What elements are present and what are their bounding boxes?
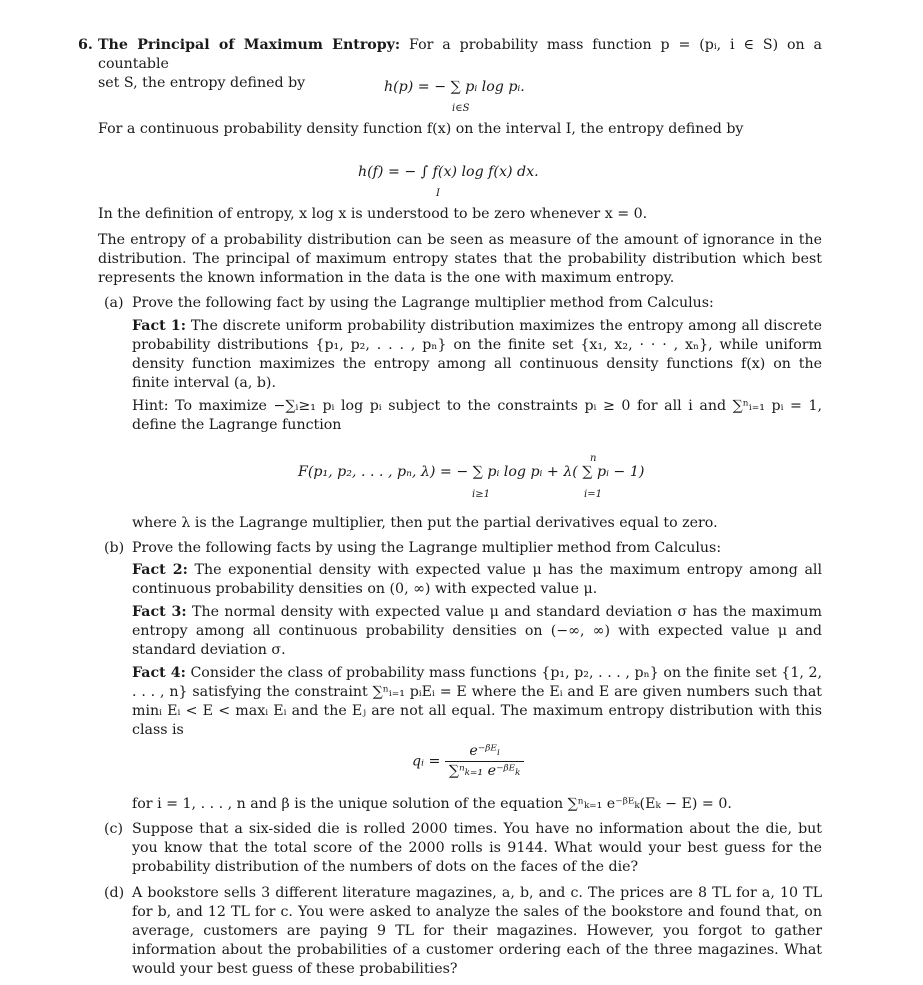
q-denominator: ∑ⁿₖ₌₁ e⁻ᵝᴱₖ (448, 763, 521, 779)
fact-3 (132, 603, 822, 660)
max-entropy-distribution-equation (412, 742, 524, 781)
q-numerator: e⁻ᵝᴱᵢ (445, 742, 524, 762)
entropy-discrete-subscript: i∈S (452, 103, 470, 114)
part-b-after: for i = 1, . . . , n and β is the unique solution of the equation ∑ⁿₖ₌₁ e⁻ᵝᴱₖ(Eₖ − E) = 0. (132, 796, 732, 812)
problem-intro-line1: For a probability mass function p = (pᵢ, i ∈ S) on a countable (98, 37, 822, 72)
part-a-lead: Prove the following fact by using the Lagrange multiplier method from Calculus: (132, 295, 714, 311)
lagrange-function-equation: F(p₁, p₂, . . . , pₙ, λ) = − ∑ pᵢ log pᵢ + λ( ∑ pᵢ − 1) (298, 464, 645, 480)
problem-number: 6. (78, 37, 93, 53)
part-b-label: (b) (104, 540, 125, 556)
part-c-label: (c) (104, 821, 124, 837)
entropy-continuous-equation: h(f) = − ∫ f(x) log f(x) dx. (358, 164, 539, 180)
fact-4-text: Consider the class of probability mass functions {p₁, p₂, . . . , pₙ} on the finite set {1, 2, . . . , n} satisfying the constraint ∑ⁿᵢ₌₁ pᵢEᵢ = E where the Eᵢ and E are given numbers such that minᵢ Eᵢ < E < maxᵢ Eᵢ and the Eⱼ are not all equal. The maximum entropy distribution with this class is (132, 665, 823, 738)
entropy-discrete-equation: h(p) = − ∑ pᵢ log pᵢ. (384, 79, 525, 95)
problem-title: The Principal of Maximum Entropy: (98, 37, 401, 53)
fact-2 (132, 561, 822, 599)
part-a-label: (a) (104, 295, 124, 311)
q-fraction (445, 742, 524, 781)
entropy-paragraph: The entropy of a probability distribution can be seen as measure of the amount of ignorance in the distribution. The principal of maximum entropy states that the probability distribution which best represents the known information in the data is the one with maximum entropy. (98, 232, 822, 286)
part-a-after: where λ is the Lagrange multiplier, then put the partial derivatives equal to zero. (132, 515, 718, 531)
fact-1-title: Fact 1: (132, 318, 187, 334)
fact-2-title: Fact 2: (132, 562, 188, 578)
q-lhs: qᵢ = (412, 753, 441, 770)
lagrange-sum2-subscript: i=1 (584, 489, 602, 500)
fact-3-title: Fact 3: (132, 604, 187, 620)
part-d-text: A bookstore sells 3 different literature magazines, a, b, and c. The prices are 8 TL for a, 10 TL for b, and 12 TL for c. You were asked to analyze the sales of the bookstore and found that, on average, customers are paying 9 TL for their magazines. However, you forgot to gather information about the probabilities of a customer ordering each of the three magazines. What would your best guess of these probabilities? (132, 885, 822, 977)
fact-1-text: The discrete uniform probability distribution maximizes the entropy among all discrete probability distributions {p₁, p₂, . . . , pₙ} on the finite set {x₁, x₂, · · · , xₙ}, while uniform density function maximizes the entropy among all continuous density functions f(x) on the finite interval (a, b). (132, 318, 823, 391)
part-a-hint: Hint: To maximize −∑ᵢ≥₁ pᵢ log pᵢ subject to the constraints pᵢ ≥ 0 for all i and ∑ⁿᵢ₌₁ pᵢ = 1, define the Lagrange function (132, 398, 822, 433)
lagrange-sum1-subscript: i≥1 (472, 489, 490, 500)
lagrange-sum2-superscript: n (590, 453, 597, 464)
definition-note: In the definition of entropy, x log x is understood to be zero whenever x = 0. (98, 206, 648, 222)
fact-4 (132, 664, 822, 740)
fact-3-text: The normal density with expected value μ and standard deviation σ has the maximum entropy among all continuous probability densities on (−∞, ∞) with expected value μ and standard deviation σ. (132, 604, 822, 658)
problem-intro-line2: set S, the entropy defined by (98, 75, 306, 91)
fact-1 (132, 317, 822, 393)
fact-4-title: Fact 4: (132, 665, 186, 681)
part-c-text: Suppose that a six-sided die is rolled 2000 times. You have no information about the die, but you know that the total score of the 2000 rolls is 9144. What would your best guess for the probability distribution of the numbers of dots on the faces of the die? (132, 821, 822, 875)
continuous-line: For a continuous probability density function f(x) on the interval I, the entropy defined by (98, 121, 744, 137)
fact-2-text: The exponential density with expected value μ has the maximum entropy among all continuous probability densities on (0, ∞) with expected value μ. (132, 562, 822, 597)
part-b-lead: Prove the following facts by using the Lagrange multiplier method from Calculus: (132, 540, 722, 556)
entropy-continuous-subscript: I (436, 188, 440, 199)
part-d-label: (d) (104, 885, 125, 901)
